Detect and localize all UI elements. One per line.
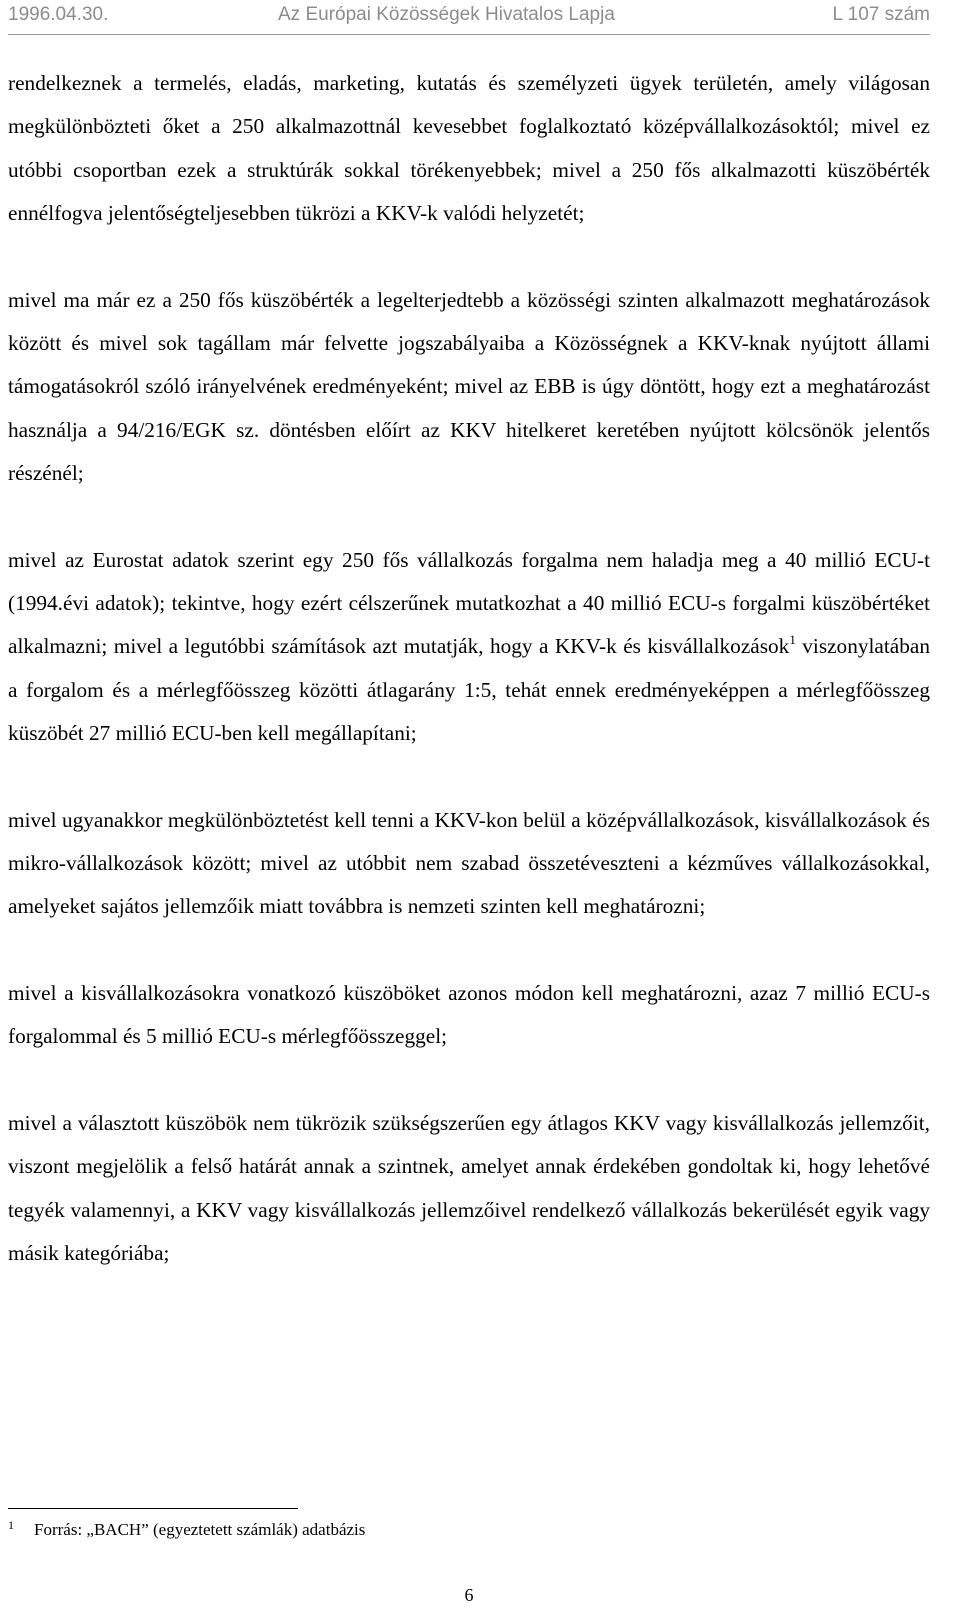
- footnote-divider: [8, 1508, 298, 1509]
- footnote: [8, 1518, 708, 1542]
- paragraph-text-before-footnote: mivel az Eurostat adatok szerint egy 250 fős vállalkozás forgalma nem haladja meg a 40 millió ECU-t (1994.évi adatok); tekintve, hogy ezért célszerűnek mutatkozhat a 40 millió ECU-s forgalmi küszöbértéket alkalmazni; mivel a legutóbbi számítások azt mutatják, hogy a KKV-k és kisvállalkozások: [8, 547, 930, 659]
- paragraph: mivel ma már ez a 250 fős küszöbérték a legelterjedtebb a közösségi szinten alkalmazott meghatározások között és mivel sok tagállam már felvette jogszabályaiba a Közösségnek a KKV-knak nyújtott állami támogatásokról szóló irányelvének eredményeként; mivel az EBB is úgy döntött, hogy ezt a meghatározást használja a 94/216/EGK sz. döntésben előírt az KKV hitelkeret keretében nyújtott kölcsönök jelentős részénél;: [8, 287, 930, 485]
- header-issue-number: L 107 szám: [832, 4, 930, 25]
- page-header: [8, 4, 930, 34]
- header-journal-title: Az Európai Közösségek Hivatalos Lapja: [278, 4, 615, 25]
- footnote-mark: 1: [8, 1518, 14, 1532]
- paragraph-with-footnote: [8, 539, 930, 755]
- header-date: 1996.04.30.: [8, 4, 109, 25]
- paragraph-text-after-footnote: viszonylatában a forgalom és a mérlegfőösszeg közötti átlagarány 1:5, tehát ennek eredményeképpen a mérlegfőösszeg küszöbét 27 millió ECU-ben kell megállapítani;: [8, 634, 930, 745]
- document-body: [8, 62, 930, 1275]
- paragraph: rendelkeznek a termelés, eladás, marketing, kutatás és személyzeti ügyek területén, amely világosan megkülönbözteti őket a 250 alkalmazottnál kevesebbet foglalkoztató középvállalkozásoktól; mivel ez utóbbi csoportban ezek a struktúrák sokkal törékenyebbek; mivel a 250 fős alkalmazotti küszöbérték ennélfogva jelentőségteljesebben tükrözi a KKV-k valódi helyzetét;: [8, 71, 930, 225]
- footnote-reference: 1: [789, 632, 796, 648]
- footnote-text: Forrás: „BACH” (egyeztetett számlák) adatbázis: [34, 1520, 366, 1539]
- paragraph: mivel a kisvállalkozásokra vonatkozó küszöböket azonos módon kell meghatározni, azaz 7 millió ECU-s forgalommal és 5 millió ECU-s mérlegfőösszeggel;: [8, 981, 930, 1049]
- header-divider: [8, 34, 930, 35]
- paragraph: mivel ugyanakkor megkülönböztetést kell tenni a KKV-kon belül a középvállalkozások, kisvállalkozások és mikro-vállalkozások között; mivel az utóbbit nem szabad összetéveszteni a kézműves vállalkozásokkal, amelyeket sajátos jellemzőik miatt továbbra is nemzeti szinten kell meghatározni;: [8, 807, 930, 919]
- page-number: 6: [464, 1585, 474, 1605]
- paragraph: mivel a választott küszöbök nem tükrözik szükségszerűen egy átlagos KKV vagy kisvállalkozás jellemzőit, viszont megjelölik a felső határát annak a szintnek, amelyet annak érdekében gondoltak ki, hogy lehetővé tegyék valamennyi, a KKV vagy kisvállalkozás jellemzőivel rendelkező vállalkozás bekerülését egyik vagy másik kategóriába;: [8, 1111, 930, 1266]
